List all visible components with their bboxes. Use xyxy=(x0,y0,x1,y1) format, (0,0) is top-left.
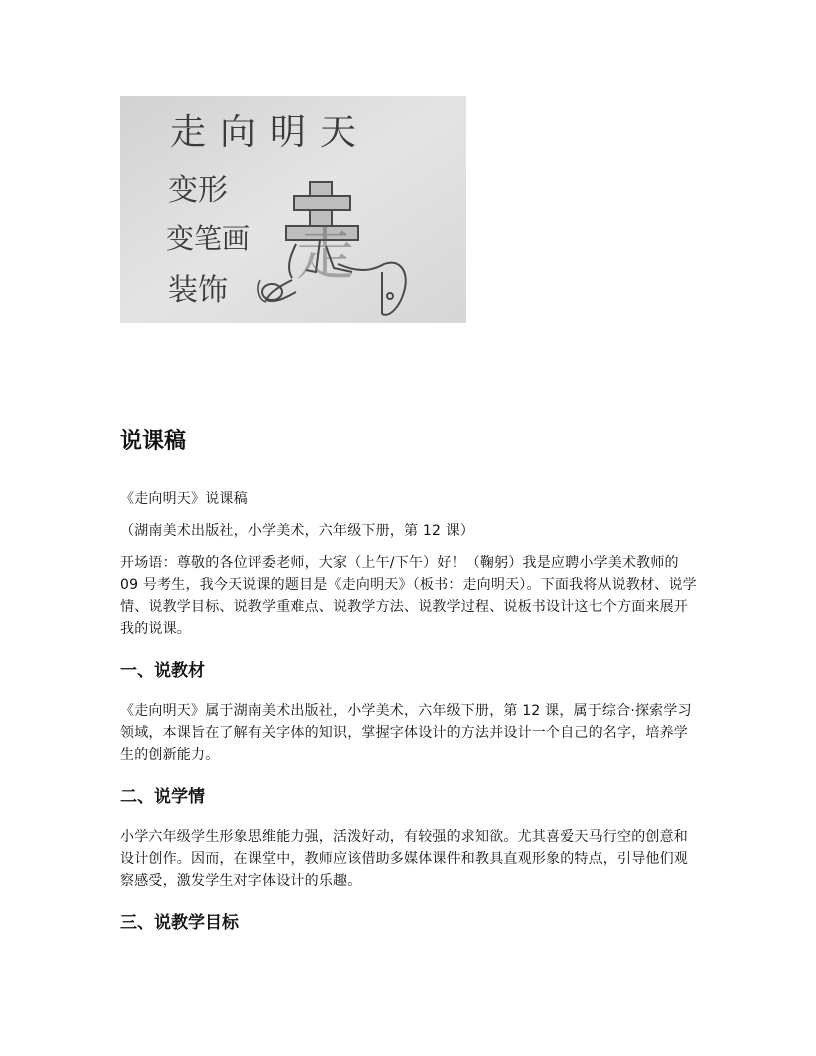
section-text-textbook: 《走向明天》属于湖南美术出版社，小学美术，六年级下册，第 12 课，属于综合·探索学习领域，本课旨在了解有关字体的知识，掌握字体设计的方法并设计一个自己的名字，培养学生的创新能力。 xyxy=(120,703,692,763)
lesson-document xyxy=(120,422,700,952)
opening-paragraph: 开场语：尊敬的各位评委老师，大家（上午/下午）好！（鞠躬）我是应聘小学美术教师的 09 号考生，我今天说课的题目是《走向明天》（板书：走向明天）。下面我将从说教材、说学情、说教学目标、说教学重难点、说教学方法、说教学过程、说板书设计这七个方面来展开我的说课。 xyxy=(120,555,697,637)
section-heading-textbook: 一、说教材 xyxy=(120,661,205,681)
handwritten-line-2: 变笔画 xyxy=(166,222,251,255)
section-heading-goals: 三、说教学目标 xyxy=(120,913,239,933)
document-heading: 说课稿 xyxy=(120,429,187,454)
handwritten-line-3: 装饰 xyxy=(168,273,228,308)
blackboard-sketch-photo xyxy=(120,96,466,323)
section-heading-students: 二、说学情 xyxy=(120,787,205,807)
sketch-drawing xyxy=(120,96,466,323)
handwritten-title: 走向明天 xyxy=(170,112,371,153)
lesson-source-line: （湖南美术出版社，小学美术，六年级下册，第 12 课） xyxy=(120,523,475,539)
decorated-character-glyph: 走 xyxy=(296,220,355,288)
lesson-title-line: 《走向明天》说课稿 xyxy=(120,491,248,507)
section-text-students: 小学六年级学生形象思维能力强，活泼好动，有较强的求知欲。尤其喜爱天马行空的创意和设计创作。因而，在课堂中，教师应该借助多媒体课件和教具直观形象的特点，引导他们观察感受，激发学生对字体设计的乐趣。 xyxy=(120,829,688,889)
handwritten-line-1: 变形 xyxy=(168,173,228,208)
